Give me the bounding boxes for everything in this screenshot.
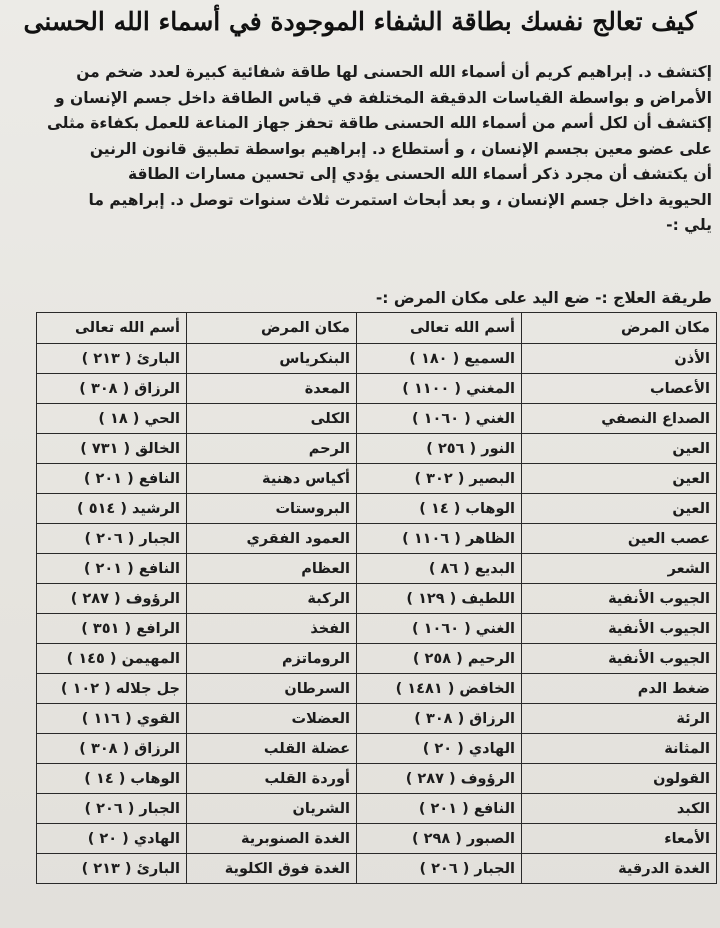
disease-place-cell: أكياس دهنية <box>187 464 357 494</box>
intro-paragraph <box>6 60 712 239</box>
disease-place-cell: العظام <box>187 554 357 584</box>
disease-place-cell: الركبة <box>187 584 357 614</box>
table-row <box>37 584 717 614</box>
disease-place-cell: الصداع النصفي <box>522 404 717 434</box>
divine-name-cell: المغني ( ١١٠٠ ) <box>357 374 522 404</box>
divine-name-cell: البصير ( ٣٠٢ ) <box>357 464 522 494</box>
intro-line: إكتشف أن لكل أسم من أسماء الله الحسنى طاقة تحفز جهاز المناعة للعمل بكفاءة مثلى <box>46 114 712 132</box>
table-row <box>37 434 717 464</box>
disease-place-cell: العين <box>522 464 717 494</box>
divine-name-cell: الجبار ( ٢٠٦ ) <box>37 794 187 824</box>
disease-place-cell: الغدة الدرقية <box>522 854 717 884</box>
disease-place-cell: الجيوب الأنفية <box>522 584 717 614</box>
divine-name-cell: الحي ( ١٨ ) <box>37 404 187 434</box>
disease-place-cell: عصب العين <box>522 524 717 554</box>
disease-place-cell: العين <box>522 494 717 524</box>
divine-name-cell: الرحيم ( ٢٥٨ ) <box>357 644 522 674</box>
table-row <box>37 734 717 764</box>
divine-name-cell: اللطيف ( ١٢٩ ) <box>357 584 522 614</box>
disease-place-cell: العضلات <box>187 704 357 734</box>
table-row <box>37 494 717 524</box>
intro-line: إكتشف د. إبراهيم كريم أن أسماء الله الحسنى لها طاقة شفائية كبيرة لعدد ضخم من <box>76 63 712 81</box>
divine-name-cell: الظاهر ( ١١٠٦ ) <box>357 524 522 554</box>
disease-place-cell: الروماتزم <box>187 644 357 674</box>
disease-place-cell: الأعصاب <box>522 374 717 404</box>
treatment-method-line: طريقة العلاج :- ضع اليد على مكان المرض :- <box>375 289 712 307</box>
divine-name-cell: الرؤوف ( ٢٨٧ ) <box>37 584 187 614</box>
disease-place-cell: الكبد <box>522 794 717 824</box>
disease-place-cell: العمود الفقري <box>187 524 357 554</box>
divine-name-cell: الوهاب ( ١٤ ) <box>37 764 187 794</box>
intro-line: الحيوية داخل جسم الإنسان ، و بعد أبحاث استمرت ثلاث سنوات توصل د. إبراهيم ما <box>88 190 712 209</box>
intro-line: على عضو معين بجسم الإنسان ، و أستطاع د. إبراهيم بواسطة تطبيق قانون الرنين <box>89 139 712 158</box>
divine-name-cell: الخالق ( ٧٣١ ) <box>37 434 187 464</box>
divine-name-cell: الخافض ( ١٤٨١ ) <box>357 674 522 704</box>
disease-place-cell: الرئة <box>522 704 717 734</box>
table-row <box>37 404 717 434</box>
table-row <box>37 854 717 884</box>
column-header-disease-place: مكان المرض <box>522 313 717 344</box>
divine-name-cell: البارئ ( ٢١٣ ) <box>37 854 187 884</box>
divine-name-cell: الرافع ( ٣٥١ ) <box>37 614 187 644</box>
divine-name-cell: البارئ ( ٢١٣ ) <box>37 344 187 374</box>
disease-place-cell: الفخذ <box>187 614 357 644</box>
table-row <box>37 674 717 704</box>
table-body <box>37 344 717 884</box>
divine-name-cell: القوي ( ١١٦ ) <box>37 704 187 734</box>
divine-name-cell: النافع ( ٢٠١ ) <box>357 794 522 824</box>
divine-name-cell: الرشيد ( ٥١٤ ) <box>37 494 187 524</box>
disease-place-cell: الغدة الصنوبرية <box>187 824 357 854</box>
disease-place-cell: القولون <box>522 764 717 794</box>
disease-place-cell: الأذن <box>522 344 717 374</box>
disease-place-cell: الشريان <box>187 794 357 824</box>
divine-name-cell: الجبار ( ٢٠٦ ) <box>357 854 522 884</box>
disease-place-cell: الكلى <box>187 404 357 434</box>
table-row <box>37 764 717 794</box>
disease-place-cell: عضلة القلب <box>187 734 357 764</box>
disease-place-cell: الرحم <box>187 434 357 464</box>
disease-place-cell: الغدة فوق الكلوية <box>187 854 357 884</box>
divine-name-cell: السميع ( ١٨٠ ) <box>357 344 522 374</box>
disease-place-cell: المعدة <box>187 374 357 404</box>
column-header-divine-name: أسم الله تعالى <box>357 313 522 344</box>
divine-name-cell: جل جلاله ( ١٠٢ ) <box>37 674 187 704</box>
column-header-divine-name: أسم الله تعالى <box>37 313 187 344</box>
intro-line: يلي :- <box>666 216 712 234</box>
table-row <box>37 614 717 644</box>
table-header-row <box>37 313 717 344</box>
disease-place-cell: الجيوب الأنفية <box>522 644 717 674</box>
intro-line: الأمراض و بواسطة القياسات الدقيقة المختلفة في قياس الطاقة داخل جسم الإنسان و <box>55 88 712 107</box>
disease-place-cell: الشعر <box>522 554 717 584</box>
divine-name-cell: الغني ( ١٠٦٠ ) <box>357 614 522 644</box>
disease-place-cell: البروستات <box>187 494 357 524</box>
table-row <box>37 464 717 494</box>
divine-name-cell: الصبور ( ٢٩٨ ) <box>357 824 522 854</box>
disease-place-cell: المثانة <box>522 734 717 764</box>
disease-place-cell: أوردة القلب <box>187 764 357 794</box>
divine-name-cell: النور ( ٢٥٦ ) <box>357 434 522 464</box>
divine-name-cell: الرزاق ( ٣٠٨ ) <box>37 374 187 404</box>
divine-name-cell: النافع ( ٢٠١ ) <box>37 464 187 494</box>
divine-name-cell: الهادي ( ٢٠ ) <box>37 824 187 854</box>
page-title: كيف تعالج نفسك بطاقة الشفاء الموجودة في أسماء الله الحسنى <box>23 7 697 36</box>
disease-place-cell: الجيوب الأنفية <box>522 614 717 644</box>
divine-name-cell: المهيمن ( ١٤٥ ) <box>37 644 187 674</box>
intro-line: أن يكتشف أن مجرد ذكر أسماء الله الحسنى يؤدي إلى تحسين مسارات الطاقة <box>128 165 712 183</box>
table-row <box>37 794 717 824</box>
table-row <box>37 824 717 854</box>
column-header-disease-place: مكان المرض <box>187 313 357 344</box>
table-row <box>37 344 717 374</box>
divine-name-cell: البديع ( ٨٦ ) <box>357 554 522 584</box>
healing-names-table <box>36 312 717 884</box>
table-row <box>37 704 717 734</box>
divine-name-cell: الجبار ( ٢٠٦ ) <box>37 524 187 554</box>
table-row <box>37 554 717 584</box>
disease-place-cell: العين <box>522 434 717 464</box>
divine-name-cell: الغني ( ١٠٦٠ ) <box>357 404 522 434</box>
disease-place-cell: ضغط الدم <box>522 674 717 704</box>
table-row <box>37 524 717 554</box>
table-row <box>37 374 717 404</box>
divine-name-cell: الهادي ( ٢٠ ) <box>357 734 522 764</box>
divine-name-cell: الوهاب ( ١٤ ) <box>357 494 522 524</box>
divine-name-cell: النافع ( ٢٠١ ) <box>37 554 187 584</box>
disease-place-cell: السرطان <box>187 674 357 704</box>
disease-place-cell: البنكرياس <box>187 344 357 374</box>
table-row <box>37 644 717 674</box>
divine-name-cell: الرزاق ( ٣٠٨ ) <box>357 704 522 734</box>
divine-name-cell: الرزاق ( ٣٠٨ ) <box>37 734 187 764</box>
disease-place-cell: الأمعاء <box>522 824 717 854</box>
divine-name-cell: الرؤوف ( ٢٨٧ ) <box>357 764 522 794</box>
